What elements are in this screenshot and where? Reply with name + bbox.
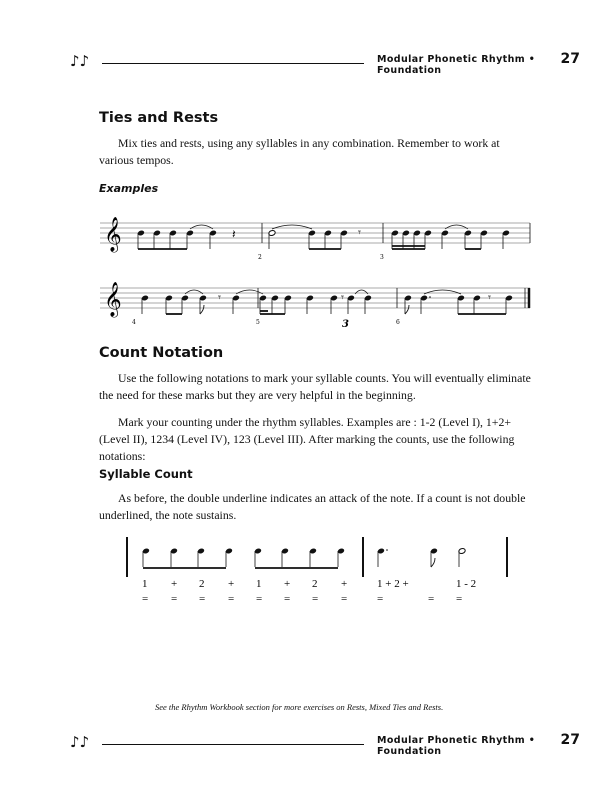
attack-mark: = [341, 593, 348, 605]
tie [190, 225, 213, 229]
tie [424, 290, 461, 294]
eighth-rest-icon: 𝄾 [341, 291, 344, 304]
tie [185, 290, 203, 294]
running-footer [70, 732, 580, 757]
footnote: See the Rhythm Workbook section for more exercises on Rests, Mixed Ties and Rests. [155, 702, 444, 712]
eighth-rest-icon: 𝄾 [358, 226, 361, 239]
attack-mark: = [377, 593, 384, 605]
treble-clef-icon: 𝄞 [104, 282, 122, 317]
attack-mark: = [228, 593, 235, 605]
measure-number: 4 [132, 319, 136, 326]
eighth-rest-icon: 𝄾 [218, 291, 221, 304]
triplet-number: 3 [342, 319, 349, 330]
count-label: + [171, 578, 178, 590]
measure-number: 5 [256, 319, 260, 326]
count-label: + [228, 578, 235, 590]
footer-title: Modular Phonetic Rhythm • Foundation [377, 735, 536, 757]
eighth-rest-icon: 𝄾 [488, 291, 491, 304]
tie [445, 225, 468, 229]
ties-rests-text: Mix ties and rests, using any syllables in any combination. Remember to work at various tempos. [99, 136, 500, 167]
tie [236, 290, 263, 294]
count-label: + [284, 578, 291, 590]
measure-number: 3 [380, 254, 384, 261]
count-label: 2 [199, 578, 205, 590]
note-flag [200, 305, 204, 314]
measure-number: 2 [258, 254, 262, 261]
dot [429, 296, 431, 298]
count-label: 1 [256, 578, 262, 590]
attack-mark: = [171, 593, 178, 605]
music-notes-icon: ♪♪ [70, 52, 90, 70]
footer-page-number: 27 [560, 732, 580, 748]
treble-clef-icon: 𝄞 [104, 217, 122, 252]
note-flag [431, 558, 435, 567]
count-notation-p2: Mark your counting under the rhythm syllables. Examples are : 1-2 (Level I), 1+2+ (Level II), 1234 (Level IV), 123 (Level III). After marking the counts, use the following notations: [99, 415, 515, 463]
examples-label: Examples [99, 182, 159, 195]
section-title-syllable-count: Syllable Count [99, 467, 193, 481]
header-title: Modular Phonetic Rhythm • Foundation [377, 54, 536, 76]
tie [272, 225, 312, 229]
count-label: 2 [312, 578, 318, 590]
attack-mark: = [199, 593, 206, 605]
attack-mark: = [456, 593, 463, 605]
dot [386, 549, 388, 551]
footer-rule [102, 744, 364, 745]
syllable-count-text: As before, the double underline indicates an attack of the note. If a count is not double underlined, the note sustains. [99, 491, 526, 522]
count-label: + [341, 578, 348, 590]
quarter-rest-icon: 𝄽 [232, 227, 236, 241]
attack-mark: = [284, 593, 291, 605]
count-label: 1 - 2 [456, 578, 477, 590]
tie [355, 290, 368, 294]
page-number: 27 [560, 51, 580, 67]
attack-mark: = [428, 593, 435, 605]
attack-mark: = [142, 593, 149, 605]
section-title-count-notation: Count Notation [99, 345, 224, 361]
music-notes-icon: ♪♪ [70, 733, 90, 751]
count-label: 1 + 2 + [377, 578, 409, 590]
note-flag [405, 305, 409, 314]
count-label: 1 [142, 578, 148, 590]
count-notation-p1: Use the following notations to mark your syllable counts. You will eventually eliminate the need for these marks but they are very helpful in the beginning. [99, 371, 531, 402]
attack-mark: = [312, 593, 319, 605]
measure-number: 6 [396, 319, 400, 326]
section-title-ties-rests: Ties and Rests [99, 110, 219, 126]
attack-mark: = [256, 593, 263, 605]
